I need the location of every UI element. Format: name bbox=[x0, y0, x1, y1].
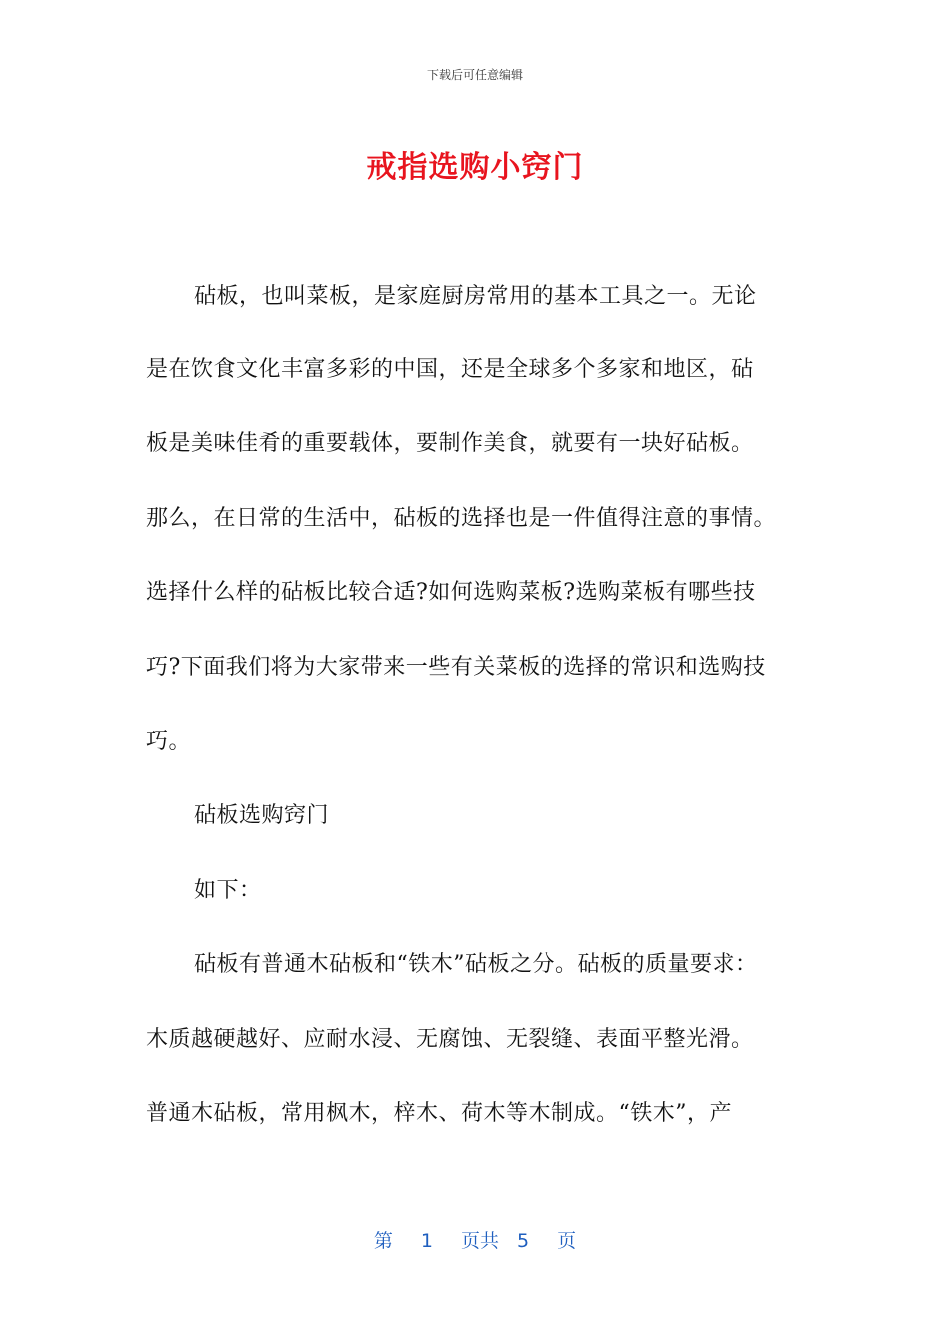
body-line: 普通木砧板，常用枫木，梓木、荷木等木制成。“铁木”，产 bbox=[146, 1101, 732, 1126]
page-footer bbox=[0, 1226, 950, 1253]
document-title: 戒指选购小窍门 bbox=[366, 150, 584, 185]
body-line: 如下： bbox=[194, 878, 262, 903]
body-line: 砧板，也叫菜板，是家庭厨房常用的基本工具之一。无论 bbox=[194, 284, 757, 309]
body-line: 是在饮食文化丰富多彩的中国，还是全球多个多家和地区，砧 bbox=[146, 357, 754, 382]
body-line: 巧?下面我们将为大家带来一些有关菜板的选择的常识和选购技 bbox=[146, 655, 766, 680]
footer-total-pages: 5 bbox=[517, 1230, 530, 1252]
footer-page-middle: 页共 bbox=[460, 1230, 499, 1252]
body-line: 砧板有普通木砧板和“铁木”砧板之分。砧板的质量要求： bbox=[194, 952, 758, 977]
body-line: 巧。 bbox=[146, 729, 192, 754]
header-note: 下载后可任意编辑 bbox=[426, 68, 523, 82]
section-heading: 砧板选购窍门 bbox=[194, 803, 330, 828]
footer-page-prefix: 第 bbox=[373, 1230, 393, 1252]
body-line: 板是美味佳肴的重要载体，要制作美食，就要有一块好砧板。 bbox=[146, 431, 754, 456]
body-line: 那么，在日常的生活中，砧板的选择也是一件值得注意的事情。 bbox=[146, 506, 777, 531]
footer-page-suffix: 页 bbox=[557, 1230, 577, 1252]
body-line: 木质越硬越好、应耐水浸、无腐蚀、无裂缝、表面平整光滑。 bbox=[146, 1027, 754, 1052]
footer-page-number: 1 bbox=[420, 1230, 433, 1252]
body-line: 选择什么样的砧板比较合适?如何选购菜板?选购菜板有哪些技 bbox=[146, 580, 756, 605]
